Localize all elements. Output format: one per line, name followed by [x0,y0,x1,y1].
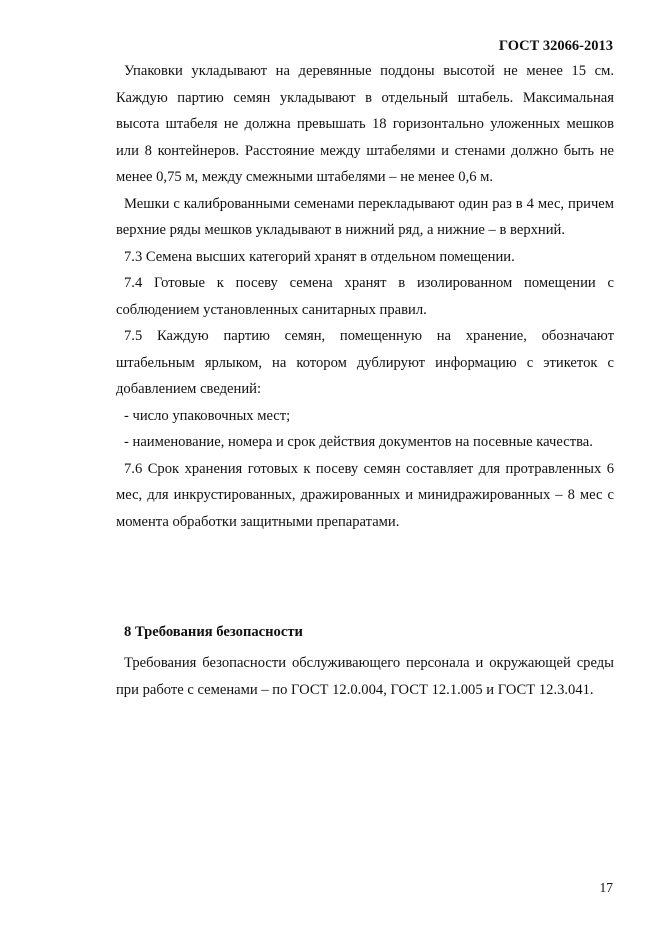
list-item-documents: - наименование, номера и срок действия документов на посевные качества. [124,434,593,450]
page-number: 17 [599,880,613,895]
paragraph-safety: Требования безопасности обслуживающего персонала и окружающей среды при работе с семенами – по ГОСТ 12.0.004, ГОСТ 12.1.005 и ГОСТ 12.3.041. [116,655,614,698]
paragraph-7-6: 7.6 Срок хранения готовых к посеву семян составляет для протравленных 6 мес, для инкрустированных, дражированных и минидражированных – 8 мес с момента обработки защитными препаратами. [116,460,614,530]
paragraph-packing: Упаковки укладывают на деревянные поддоны высотой не менее 15 см. Каждую партию семян укладывают в отдельный штабель. Максимальная высота штабеля не должна превышать 18 горизонтально уложенных мешков или 8 контейнеров. Расстояние между штабелями и стенами должно быть не менее 0,75 м, между смежными штабелями – не менее 0,6 м. [116,63,614,185]
list-item-package-count: - число упаковочных мест; [124,407,291,424]
paragraph-calibrated-bags: Мешки с калиброванными семенами перекладывают один раз в 4 мес, причем верхние ряды мешков укладывают в нижний ряд, а нижние – в верхний. [116,195,614,238]
body-text [116,58,614,535]
paragraph-7-3: 7.3 Семена высших категорий хранят в отдельном помещении. [124,248,515,265]
paragraph-7-5: 7.5 Каждую партию семян, помещенную на хранение, обозначают штабельным ярлыком, на котором дублируют информацию с этикеток с добавлением сведений: [116,328,614,397]
section-8-title: 8 Требования безопасности [124,624,303,640]
paragraph-7-4: 7.4 Готовые к посеву семена хранят в изолированном помещении с соблюдением установленных санитарных правил. [116,275,614,318]
section-8-body [116,650,614,703]
document-code-header: ГОСТ 32066-2013 [498,38,613,54]
